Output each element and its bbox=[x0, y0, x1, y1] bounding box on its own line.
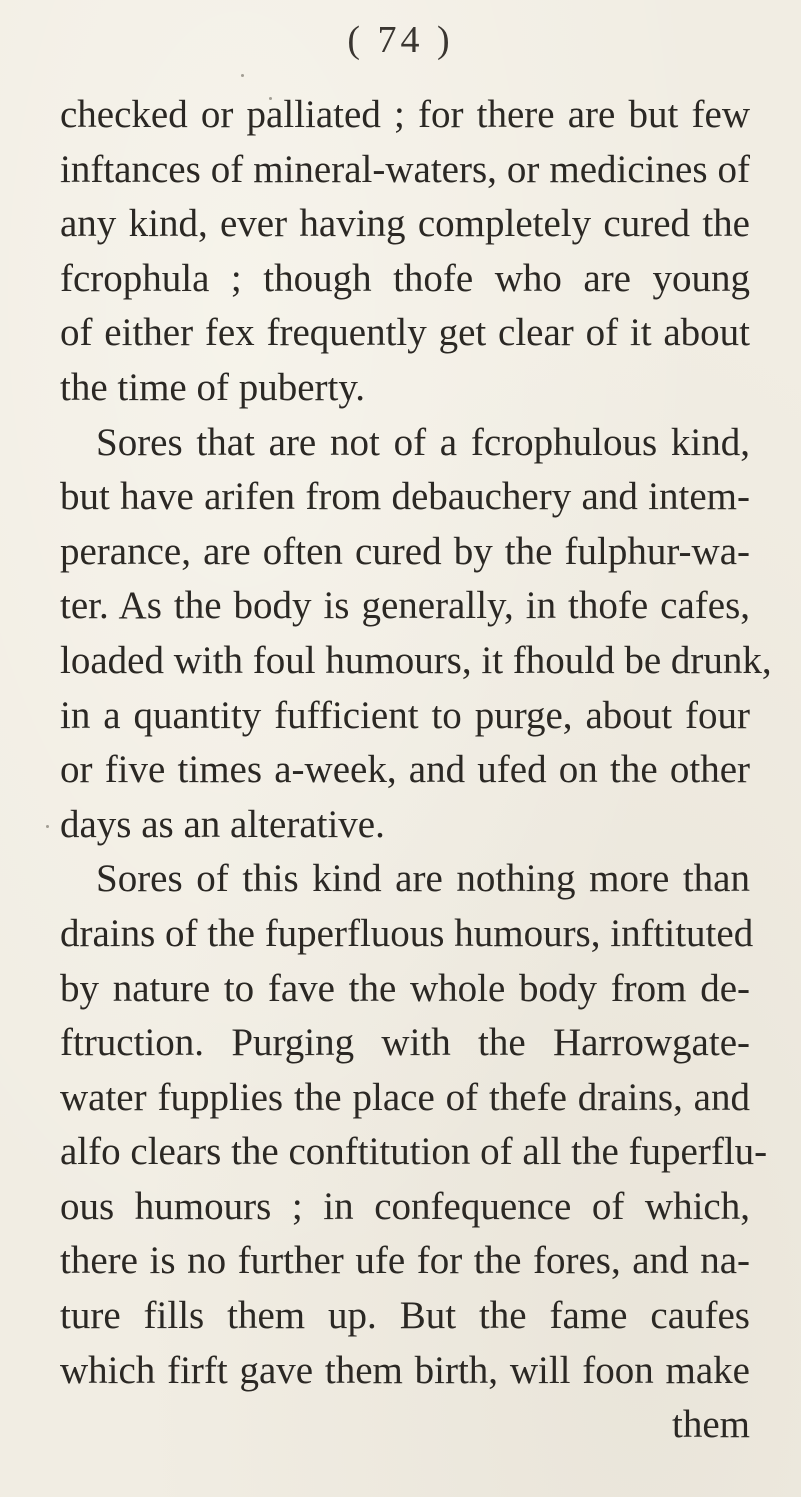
text-line: ter. As the body is generally, in thofe cafes, bbox=[60, 584, 750, 628]
text-line: drains of the fuperfluous humours, inftituted bbox=[60, 911, 754, 955]
body-text bbox=[60, 88, 772, 1453]
text-line: ftruction. Purging with the Harrowgate- bbox=[60, 1021, 750, 1065]
text-line: alfo clears the conftitution of all the fuperflu- bbox=[60, 1130, 768, 1174]
text-line: of either fex frequently get clear of it about bbox=[60, 311, 750, 355]
text-line: which firft gave them birth, will foon make bbox=[60, 1348, 750, 1392]
text-line: there is no further ufe for the fores, and na- bbox=[60, 1239, 750, 1283]
text-line: inftances of mineral-waters, or medicines of bbox=[60, 147, 750, 191]
text-line: any kind, ever having completely cured the bbox=[60, 202, 750, 246]
text-line: water fupplies the place of thefe drains, and bbox=[60, 1075, 750, 1119]
text-line: by nature to fave the whole body from de- bbox=[60, 966, 750, 1010]
ink-speck bbox=[46, 825, 49, 828]
text-line: days as an alterative. bbox=[60, 802, 385, 846]
page-number: ( 74 ) bbox=[347, 19, 454, 61]
text-line: in a quantity fufficient to purge, about four bbox=[60, 693, 750, 737]
text-line: but have arifen from debauchery and intem- bbox=[60, 475, 750, 519]
text-line: loaded with foul humours, it fhould be drunk, bbox=[60, 638, 772, 682]
text-line: checked or palliated ; for there are but few bbox=[60, 93, 750, 136]
text-line: fcrophula ; though thofe who are young bbox=[60, 256, 750, 300]
paragraph-start-line: Sores of this kind are nothing more than bbox=[96, 857, 750, 901]
text-line: the time of puberty. bbox=[60, 365, 366, 409]
catchword: them bbox=[672, 1403, 750, 1447]
text-line: ture fills them up. But the fame caufes bbox=[60, 1294, 750, 1338]
paragraph-start-line: Sores that are not of a fcrophulous kind, bbox=[96, 420, 750, 464]
text-line: ous humours ; in confequence of which, bbox=[60, 1184, 750, 1228]
text-line: or five times a-week, and ufed on the other bbox=[60, 748, 750, 792]
text-line: perance, are often cured by the fulphur-wa- bbox=[60, 529, 750, 573]
ink-speck bbox=[241, 74, 244, 77]
